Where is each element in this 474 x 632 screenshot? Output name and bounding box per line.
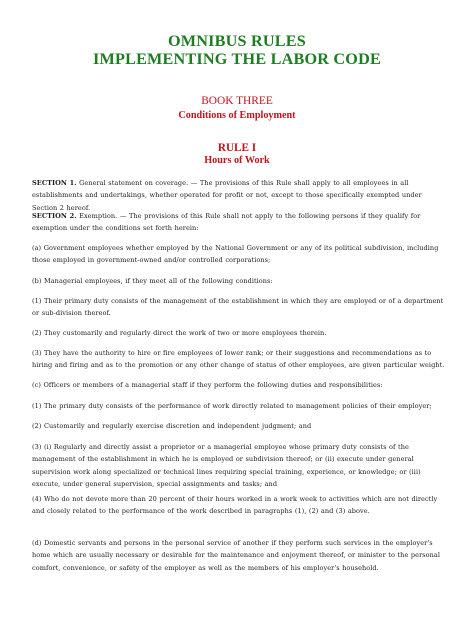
paragraph-b-3-text: (3) They have the authority to hire or fire employees of lower rank; or their suggestions and recommendations as to hiring and firing and as to the promotion or any other change of status of other employees, are given particular weight. (32, 349, 445, 370)
section-1-text: General statement on coverage. — The provisions of this Rule shall apply to all employees in all establishments and undertakings, whether operated for profit or not, except to those specifically exempted under Section 2 hereof. (32, 179, 422, 212)
section-1-label: SECTION 1. (32, 179, 77, 187)
paragraph-c-3 (32, 441, 448, 490)
book-subtitle: Conditions of Employment (178, 110, 296, 121)
paragraph-c-4-text: (4) Who do not devote more than 20 percent of their hours worked in a work week to activities which are not directly and closely related to the performance of the work described in paragraphs (1), (2) and (3) above. (32, 495, 438, 516)
paragraph-c-1-text: (1) The primary duty consists of the performance of work directly related to management policies of their employer; (32, 402, 432, 410)
paragraph-c-2 (32, 420, 448, 432)
paragraph-a (32, 242, 448, 267)
paragraph-b (32, 275, 448, 287)
section-2-paragraph (32, 210, 448, 235)
paragraph-b-1-text: (1) Their primary duty consists of the management of the establishment in which they are employed or of a department or sub-division thereof. (32, 297, 444, 318)
paragraph-a-text: (a) Government employees whether employed by the National Government or any of its political subdivision, including those employed in government-owned and/or controlled corporations; (32, 244, 439, 265)
section-2-text: Exemption. — The provisions of this Rule shall not apply to the following persons if they qualify for exemption under the conditions set forth herein: (32, 212, 421, 233)
paragraph-c-1 (32, 400, 448, 412)
document-title-line-1: OMNIBUS RULES (168, 32, 306, 50)
paragraph-d-text: (d) Domestic servants and persons in the personal service of another if they perform such services in the employer's home which are usually necessary or desirable for the maintenance and enjoyment thereof, or minister to the personal comfort, convenience, or safety of the employer as well as the members of his employer's household. (32, 539, 441, 572)
paragraph-d (32, 537, 448, 574)
paragraph-c-text: (c) Officers or members of a managerial staff if they perform the following duties and responsibilities: (32, 381, 383, 389)
section-2-label: SECTION 2. (32, 212, 77, 220)
paragraph-b-1 (32, 295, 448, 320)
paragraph-b-3 (32, 347, 448, 372)
paragraph-b-2-text: (2) They customarily and regularly direct the work of two or more employees therein. (32, 329, 327, 337)
rule-subtitle: Hours of Work (204, 155, 270, 166)
paragraph-b-text: (b) Managerial employees, if they meet all of the following conditions: (32, 277, 273, 285)
book-title: BOOK THREE (201, 95, 273, 107)
paragraph-b-2 (32, 327, 448, 339)
paragraph-c-4 (32, 493, 448, 518)
document-title-line-2: IMPLEMENTING THE LABOR CODE (93, 50, 381, 68)
rule-title: RULE I (217, 142, 257, 154)
paragraph-c (32, 379, 448, 391)
section-1-paragraph (32, 177, 448, 214)
paragraph-c-3-text: (3) (i) Regularly and directly assist a proprietor or a managerial employee whose primary duty consists of the management of the establishment in which he is employed or subdivision thereof; or (ii) execute under general supervision work along specialized or technical lines requiring special training, experience, or knowledge; or (iii) execute, under general supervision, special assignments and tasks; and (32, 443, 421, 488)
paragraph-c-2-text: (2) Customarily and regularly exercise discretion and independent judgment; and (32, 422, 312, 430)
